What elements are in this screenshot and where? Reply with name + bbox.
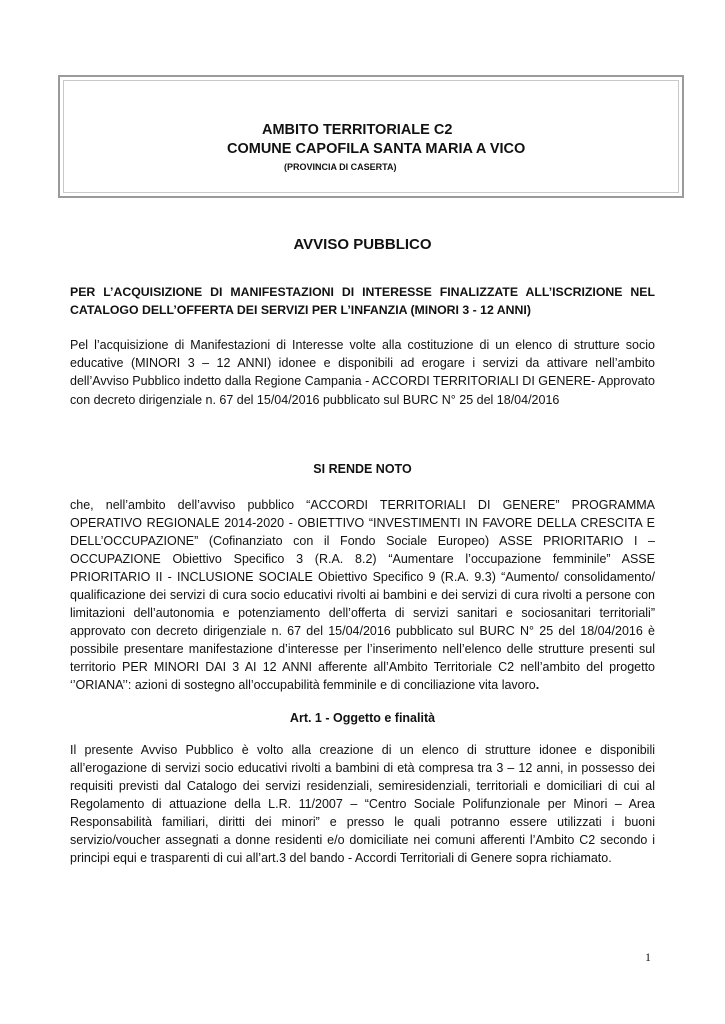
intro-paragraph: Pel l’acquisizione di Manifestazioni di Interesse volte alla costituzione di un elenco di strutture socio educative (MINORI 3 – 12 ANNI) idonee e disponibili ad erogare i servizi da attivare nell’ambito dell’Avviso Pubblico indetto dalla Regione Campania - ACCORDI TERRITORIALI DI GENERE- Approvato con decreto dirigenziale n. 67 del 15/04/2016 pubblicato sul BURC N° 25 del 18/04/2016 xyxy=(70,338,655,407)
document-subheading: PER L’ACQUISIZIONE DI MANIFESTAZIONI DI INTERESSE FINALIZZATE ALL’ISCRIZIONE NEL CATALOGO DELL’OFFERTA DEI SERVIZI PER L’INFANZIA (MINORI 3 - 12 ANNI) xyxy=(70,285,655,317)
body-paragraph xyxy=(70,496,655,694)
provincia-title: (PROVINCIA DI CASERTA) xyxy=(284,162,397,172)
art1-paragraph: Il presente Avviso Pubblico è volto alla creazione di un elenco di strutture idonee e disponibili all’erogazione di servizi socio educativi rivolti a bambini di età compresa tra 3 – 12 anni, in possesso dei requisiti previsti dal Catalogo dei servizi residenziali, semiresidenziali, territoriali e domiciliari di cui al Regolamento di attuazione della L.R. 11/2007 – “Centro Sociale Polifunzionale per Minori – Area Responsabilità familiari, diritti dei minori” e presso le quali potranno essere utilizzati i buoni servizio/voucher assegnati a donne residenti e/o domiciliate nei comuni afferenti l’Ambito C2 secondo i principi equi e trasparenti di cui all’art.3 del bando - Accordi Territoriali di Genere sopra richiamato. xyxy=(70,743,655,865)
page-number: 1 xyxy=(645,950,651,964)
body-text: che, nell’ambito dell’avviso pubblico “ACCORDI TERRITORIALI DI GENERE” PROGRAMMA OPERATIVO REGIONALE 2014-2020 - OBIETTIVO “INVESTIMENTI IN FAVORE DELLA CRESCITA E DELL’OCCUPAZIONE” (Cofinanziato con il Fondo Sociale Europeo) ASSE PRIORITARIO I – OCCUPAZIONE Obiettivo Specifico 3 (R.A. 8.2) “Aumentare l’occupazione femminile” ASSE PRIORITARIO II - INCLUSIONE SOCIALE Obiettivo Specifico 9 (R.A. 9.3) “Aumento/ consolidamento/ qualificazione dei servizi di cura socio educativi rivolti ai bambini e dei servizi di cura rivolti a persone con limitazioni dell’autonomia e potenziamento dell’offerta di servizi sanitari e sociosanitari territoriali” approvato con decreto dirigenziale n. 67 del 15/04/2016 pubblicato sul BURC N° 25 del 18/04/2016 è possibile presentare manifestazione d’interesse per l’inserimento nell’elenco delle strutture presenti sul territorio PER MINORI DAI 3 AI 12 ANNI afferente all’Ambito Territoriale C2 nell’ambito del progetto ‘’ORIANA’’: azioni di sostegno all’occupabilità femminile e di conciliazione vita lavoro xyxy=(70,498,655,692)
art1-heading: Art. 1 - Oggetto e finalità xyxy=(289,711,436,725)
document-title: AVVISO PUBBLICO xyxy=(293,236,432,253)
comune-title: COMUNE CAPOFILA SANTA MARIA A VICO xyxy=(227,141,526,157)
ambito-title: AMBITO TERRITORIALE C2 xyxy=(262,122,453,138)
body-end: . xyxy=(535,678,540,692)
si-rende-noto-heading: SI RENDE NOTO xyxy=(313,462,412,476)
